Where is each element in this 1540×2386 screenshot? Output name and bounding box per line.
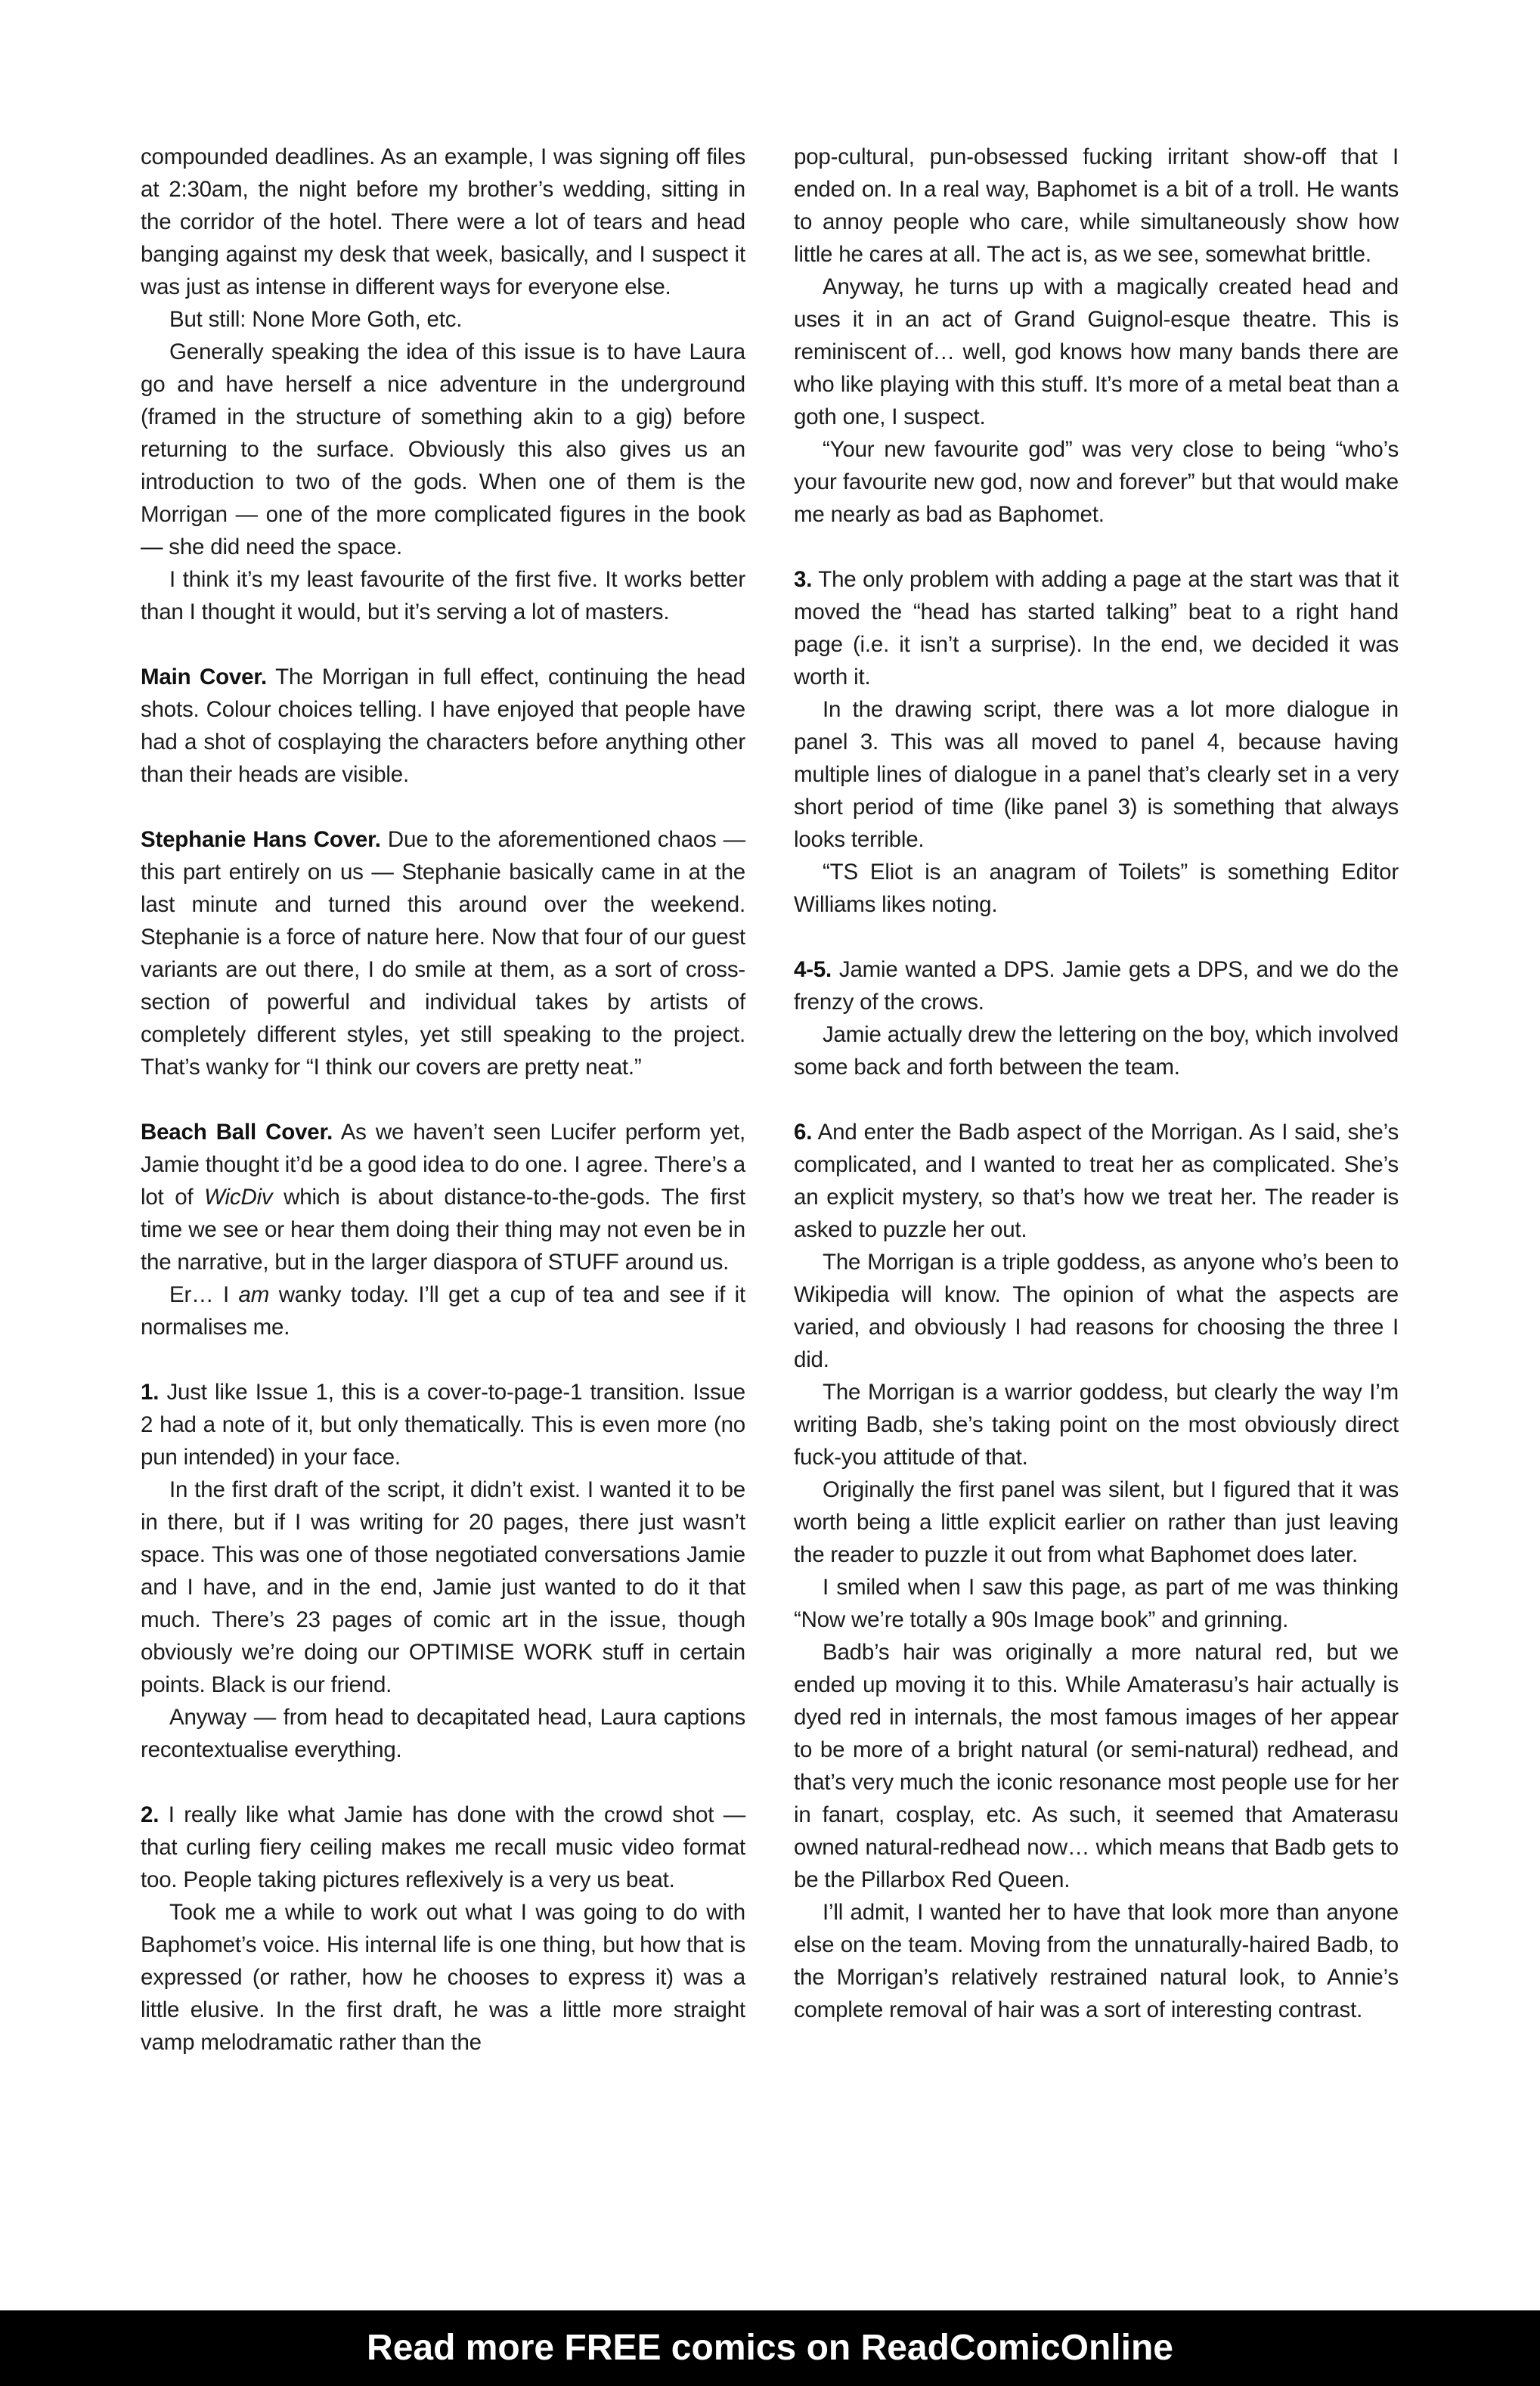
paragraph: I’ll admit, I wanted her to have that look more than anyone else on the team. Moving from the unnaturally-haired Badb, to the Morrigan’s relatively restrained natural look, to Annie’s complete removal of hair was a sort of interesting contrast. — [794, 1900, 1399, 2022]
section-heading: 3. — [794, 567, 813, 592]
paragraph: compounded deadlines. As an example, I was signing off files at 2:30am, the night before my brother’s wedding, sitting in the corridor of the hotel. There were a lot of tears and head banging against my desk that week, basically, and I suspect it was just as intense in different ways for everyone else. — [141, 144, 745, 299]
paragraph: “TS Eliot is an anagram of Toilets” is something Editor Williams likes noting. — [794, 860, 1399, 917]
section-heading: Stephanie Hans Cover. — [141, 827, 381, 852]
paragraph: Originally the first panel was silent, but I figured that it was worth being a little explicit earlier on rather than just leaving the reader to puzzle it out from what Baphomet does later. — [794, 1477, 1399, 1567]
paragraph: Badb’s hair was originally a more natural red, but we ended up moving it to this. While Amaterasu’s hair actually is dyed red in internals, the most famous images of her appear to be more of a bright natural (or semi-natural) redhead, and that’s very much the iconic resonance most people use for her in fanart, cosplay, etc. As such, it seemed that Amaterasu owned natural-redhead now… which means that Badb gets to be the Pillarbox Red Queen. — [794, 1640, 1399, 1892]
page-4-5-note: 4-5. Jamie wanted a DPS. Jamie gets a DPS, and we do the frenzy of the crows. — [794, 957, 1399, 1015]
paragraph: The Morrigan is a triple goddess, as anyone who’s been to Wikipedia will know. The opinion of what the aspects are varied, and obviously I had reasons for choosing the three I did. — [794, 1250, 1399, 1372]
paragraph: In the drawing script, there was a lot more dialogue in panel 3. This was all moved to panel 4, because having multiple lines of dialogue in a panel that’s clearly set in a very short period of time (like panel 3) is something that always looks terrible. — [794, 697, 1399, 852]
paragraph: Generally speaking the idea of this issue is to have Laura go and have herself a nice adventure in the underground (framed in the structure of something akin to a gig) before returning to the surface. Obviously this also gives us an introduction to two of the gods. When one of them is the Morrigan — one of the more complicated figures in the book — she did need the space. — [141, 339, 745, 559]
paragraph: Anyway — from head to decapitated head, Laura captions recontextualise everything. — [141, 1705, 745, 1762]
right-column — [794, 141, 1399, 2026]
section-heading: Main Cover. — [141, 665, 267, 689]
section-heading: 2. — [141, 1802, 160, 1827]
left-column — [141, 141, 745, 2059]
stephanie-hans-cover-note: Stephanie Hans Cover. Due to the aforementioned chaos — this part entirely on us — Stephanie basically came in at the last minute and turned this around over the weekend. Stephanie is a force of nature here. Now that four of our guest variants are out there, I do smile at them, as a sort of cross-section of powerful and individual takes by artists of completely different styles, yet still speaking to the project. That’s wanky for “I think our covers are pretty neat.” — [141, 827, 745, 1080]
paragraph: But still: None More Goth, etc. — [169, 307, 463, 332]
paragraph: I think it’s my least favourite of the first five. It works better than I thought it would, but it’s serving a lot of masters. — [141, 567, 745, 624]
paragraph: pop-cultural, pun-obsessed fucking irritant show-off that I ended on. In a real way, Baphomet is a bit of a troll. He wants to annoy people who care, while simultaneously show how little he cares at all. The act is, as we see, somewhat brittle. — [794, 144, 1399, 267]
paragraph: “Your new favourite god” was very close to being “who’s your favourite new god, now and forever” but that would make me nearly as bad as Baphomet. — [794, 437, 1399, 527]
beach-ball-cover-note: Beach Ball Cover. As we haven’t seen Lucifer perform yet, Jamie thought it’d be a good idea to do one. I agree. There’s a lot of WicDiv which is about distance-to-the-gods. The first time we see or hear them doing their thing may not even be in the narrative, but in the larger diaspora of STUFF around us. — [141, 1120, 745, 1275]
section-heading: Beach Ball Cover. — [141, 1120, 333, 1145]
page-2-note: 2. I really like what Jamie has done with the crowd shot — that curling fiery ceiling makes me recall music video format too. People taking pictures reflexively is a very us beat. — [141, 1802, 745, 1892]
page-3-note: 3. The only problem with adding a page at the start was that it moved the “head has started talking” beat to a right hand page (i.e. it isn’t a surprise). In the end, we decided it was worth it. — [794, 567, 1399, 689]
paragraph: Anyway, he turns up with a magically created head and uses it in an act of Grand Guignol-esque theatre. This is reminiscent of… well, god knows how many bands there are who like playing with this stuff. It’s more of a metal beat than a goth one, I suspect. — [794, 274, 1399, 429]
paragraph: Er… I am wanky today. I’ll get a cup of tea and see if it normalises me. — [141, 1282, 745, 1340]
footer-banner — [0, 2310, 1540, 2386]
page-6-note: 6. And enter the Badb aspect of the Morrigan. As I said, she’s complicated, and I wanted to treat her as complicated. She’s an explicit mystery, so that’s how we treat her. The reader is asked to puzzle her out. — [794, 1120, 1399, 1242]
paragraph: Jamie actually drew the lettering on the boy, which involved some back and forth between the team. — [794, 1022, 1399, 1080]
footer-link-text[interactable]: Read more FREE comics on ReadComicOnline — [367, 2328, 1173, 2368]
section-heading: 1. — [141, 1380, 160, 1405]
main-cover-note: Main Cover. The Morrigan in full effect, continuing the head shots. Colour choices telling. I have enjoyed that people have had a shot of cosplaying the characters before anything other than their heads are visible. — [141, 665, 745, 787]
paragraph: Took me a while to work out what I was going to do with Baphomet’s voice. His internal life is one thing, but how that is expressed (or rather, how he chooses to express it) was a little elusive. In the first draft, he was a little more straight vamp melodramatic rather than the — [141, 1900, 745, 2055]
paragraph: The Morrigan is a warrior goddess, but clearly the way I’m writing Badb, she’s taking point on the most obviously direct fuck-you attitude of that. — [794, 1380, 1399, 1470]
paragraph: In the first draft of the script, it didn’t exist. I wanted it to be in there, but if I was writing for 20 pages, there just wasn’t space. This was one of those negotiated conversations Jamie and I have, and in the end, Jamie just wanted to do it that much. There’s 23 pages of comic art in the issue, though obviously we’re doing our OPTIMISE WORK stuff in certain points. Black is our friend. — [141, 1477, 745, 1697]
paragraph: I smiled when I saw this page, as part of me was thinking “Now we’re totally a 90s Image book” and grinning. — [794, 1575, 1399, 1632]
section-heading: 4-5. — [794, 957, 832, 982]
section-heading: 6. — [794, 1120, 813, 1145]
page-1-note: 1. Just like Issue 1, this is a cover-to-page-1 transition. Issue 2 had a note of it, but only thematically. This is even more (no pun intended) in your face. — [141, 1380, 745, 1470]
